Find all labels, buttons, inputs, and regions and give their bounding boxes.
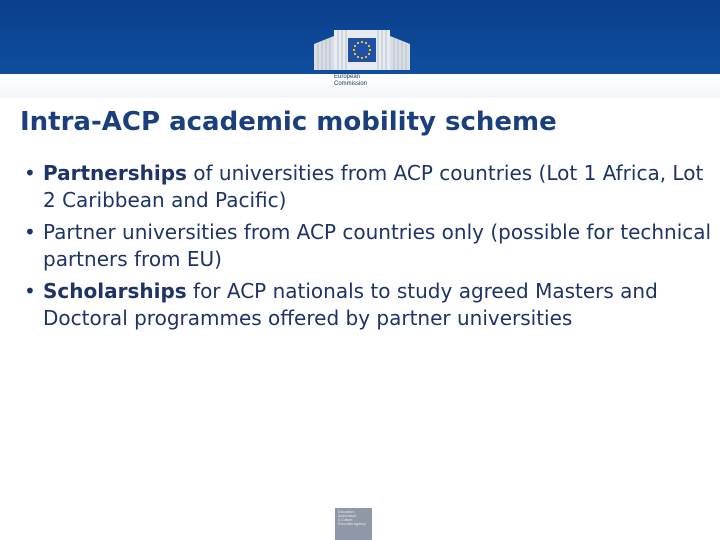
logo-text-line1: European: [334, 74, 361, 80]
eacea-logo-icon: [335, 508, 372, 540]
eacea-text-line: Education,: [338, 510, 355, 514]
bullet-list: [22, 160, 712, 337]
bullet-item: [22, 278, 712, 332]
bullet-bold-text: Partnerships: [43, 161, 187, 185]
bullet-dot-icon: •: [24, 161, 36, 185]
eacea-text-line: & Culture: [338, 518, 353, 522]
bullet-item: [22, 160, 712, 214]
bullet-text: of universities from ACP countries (Lot 1 Africa, Lot 2 Caribbean and Pacific): [43, 161, 704, 212]
bullet-dot-icon: •: [24, 279, 36, 303]
bullet-bold-text: Scholarships: [43, 279, 187, 303]
bullet-dot-icon: •: [24, 220, 36, 244]
bullet-text: Partner universities from ACP countries only (possible for technical partners from EU): [43, 220, 712, 271]
header-band: [0, 0, 720, 98]
eacea-text-line: Executive Agency: [338, 522, 366, 526]
bullet-text: for ACP nationals to study agreed Masters and Doctoral programmes offered by partner universities: [43, 279, 658, 330]
logo-text-line2: Commission: [334, 81, 368, 87]
european-commission-logo-text: [334, 74, 394, 88]
eacea-text-line: Audiovisual: [338, 514, 356, 518]
slide-title: Intra-ACP academic mobility scheme: [20, 107, 557, 137]
eacea-logo-text: [338, 510, 370, 526]
bullet-item: [22, 219, 712, 273]
